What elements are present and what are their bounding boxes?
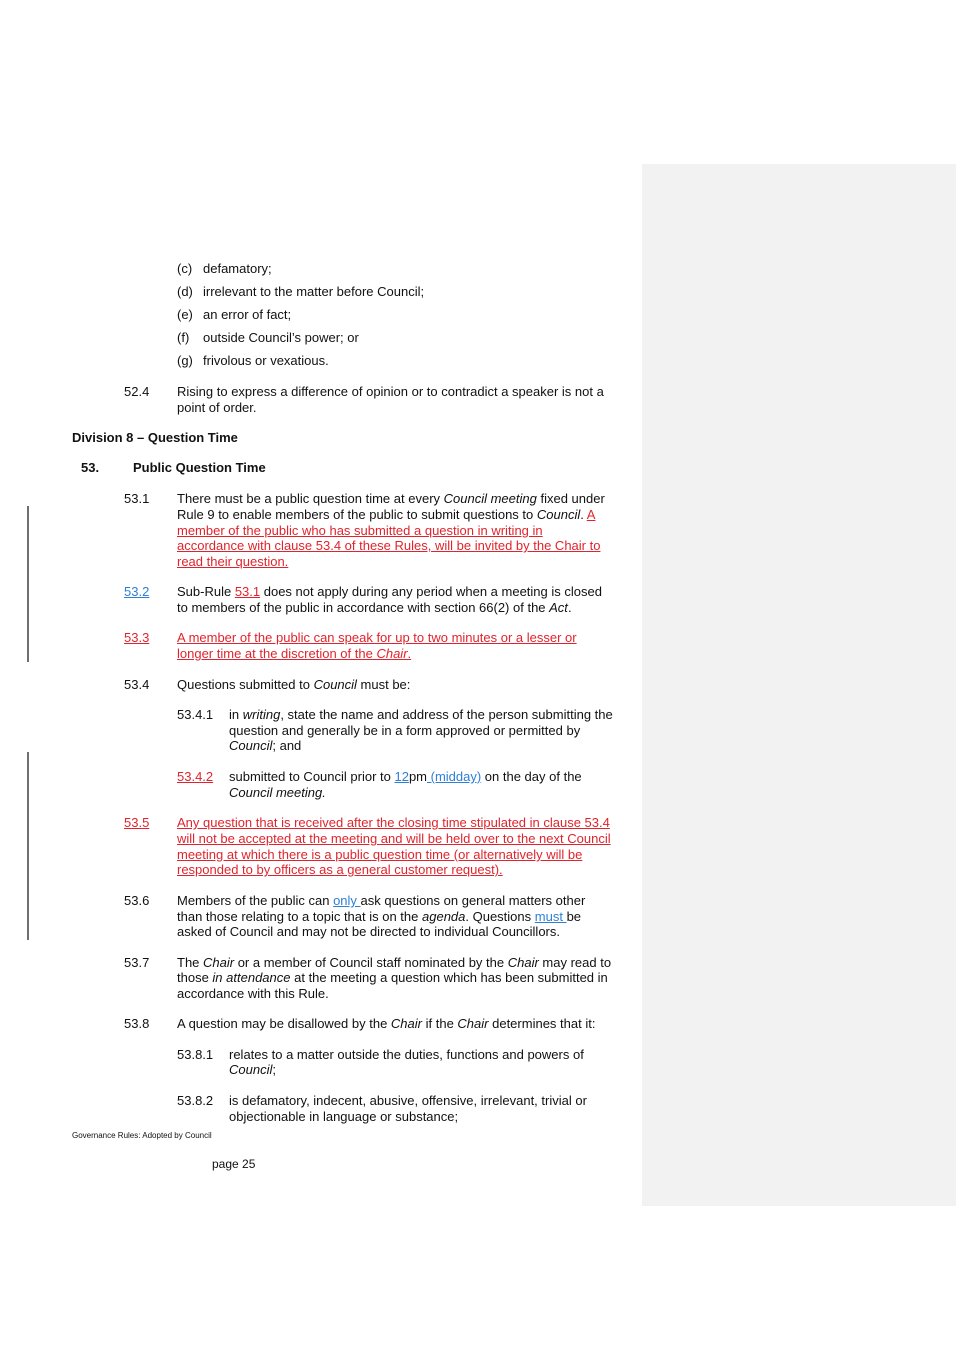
- clause-number: 53.6: [124, 893, 150, 908]
- clause-text: than those relating to a topic that is on the agenda. Questions must be: [177, 909, 582, 924]
- inserted-text: read their question.: [177, 554, 289, 569]
- list-item-label: (d): [177, 284, 193, 299]
- list-item-text: an error of fact;: [203, 307, 292, 322]
- clause-text: Council; and: [229, 738, 302, 753]
- subclause-number-inserted: 53.4.2: [177, 769, 214, 784]
- list-item-label: (g): [177, 353, 193, 368]
- list-item-label: (f): [177, 330, 190, 345]
- inserted-text: will not be accepted at the meeting and will be held over to the next Council: [177, 831, 611, 846]
- clause-text: in writing, state the name and address of the person submitting the: [229, 707, 613, 722]
- changed-text: only: [333, 893, 361, 908]
- list-item-text: defamatory;: [203, 261, 272, 276]
- clause-text: Sub-Rule 53.1 does not apply during any period when a meeting is closed: [177, 584, 602, 599]
- clause-text: point of order.: [177, 400, 257, 415]
- inserted-text: meeting at which there is a public question time (or alternatively will be: [177, 847, 583, 862]
- list-item-text: irrelevant to the matter before Council;: [203, 284, 425, 299]
- clause-text: to members of the public in accordance with section 66(2) of the Act.: [177, 600, 572, 615]
- list-item-label: (e): [177, 307, 193, 322]
- clause-text: There must be a public question time at every Council meeting fixed under: [177, 491, 605, 506]
- change-bar: [27, 506, 29, 662]
- clause-number: 52.4: [124, 384, 150, 399]
- changed-text: (midday): [427, 769, 482, 784]
- division-heading: Division 8 – Question Time: [72, 430, 238, 445]
- clause-text: relates to a matter outside the duties, functions and powers of: [229, 1047, 584, 1062]
- clause-text: Council;: [229, 1062, 276, 1077]
- clause-number: 53.1: [124, 491, 150, 506]
- clause-text: is defamatory, indecent, abusive, offensive, irrelevant, trivial or: [229, 1093, 587, 1108]
- clause-text: The Chair or a member of Council staff nominated by the Chair may read to: [177, 955, 612, 970]
- inserted-text: A: [586, 507, 596, 522]
- clause-text: objectionable in language or substance;: [229, 1109, 459, 1124]
- inserted-text: responded to by officers as a general customer request).: [177, 862, 503, 877]
- clause-text: A question may be disallowed by the Chair if the Chair determines that it:: [177, 1016, 596, 1031]
- clause-number-changed: 53.2: [124, 584, 150, 599]
- list-item-text: frivolous or vexatious.: [203, 353, 329, 368]
- inserted-text: Any question that is received after the closing time stipulated in clause 53.4: [177, 815, 610, 830]
- clause-text: accordance with this Rule.: [177, 986, 329, 1001]
- page-number: page 25: [212, 1157, 256, 1171]
- clause-text: question and generally be in a form approved or permitted by: [229, 723, 581, 738]
- clause-number-inserted: 53.5: [124, 815, 150, 830]
- inserted-text: accordance with clause 53.4 of these Rules, will be invited by the Chair to: [177, 538, 601, 553]
- inserted-text: longer time at the discretion of the Chair.: [177, 646, 412, 661]
- subclause-number: 53.8.1: [177, 1047, 214, 1062]
- clause-text: submitted to Council prior to 12pm (midday) on the day of the: [229, 769, 582, 784]
- clause-text: asked of Council and may not be directed to individual Councillors.: [177, 924, 560, 939]
- page-footer: Governance Rules: Adopted by Council: [72, 1131, 212, 1140]
- clause-number-inserted: 53.3: [124, 630, 150, 645]
- inserted-text: A member of the public can speak for up to two minutes or a lesser or: [177, 630, 577, 645]
- rule-number: 53.: [81, 460, 100, 475]
- clause-text: Rule 9 to enable members of the public to submit questions to Council. A: [177, 507, 596, 522]
- clause-number: 53.7: [124, 955, 150, 970]
- comment-pane: [642, 164, 956, 1206]
- clause-number: 53.8: [124, 1016, 150, 1031]
- clause-text: Questions submitted to Council must be:: [177, 677, 411, 692]
- clause-number: 53.4: [124, 677, 150, 692]
- changed-text: must: [534, 909, 567, 924]
- change-bar: [27, 752, 29, 940]
- list-item-text: outside Council’s power; or: [203, 330, 359, 345]
- clause-text: Rising to express a difference of opinion or to contradict a speaker is not a: [177, 384, 604, 399]
- rule-title: Public Question Time: [133, 460, 266, 475]
- changed-text: 12: [394, 769, 409, 784]
- clause-text: Members of the public can only ask questions on general matters other: [177, 893, 586, 908]
- clause-text: those in attendance at the meeting a question which has been submitted in: [177, 970, 608, 985]
- list-item-label: (c): [177, 261, 193, 276]
- subclause-number: 53.4.1: [177, 707, 214, 722]
- inserted-text: member of the public who has submitted a question in writing in: [177, 523, 543, 538]
- cross-reference-link: 53.1: [234, 584, 261, 599]
- clause-text: Council meeting.: [229, 785, 326, 800]
- subclause-number: 53.8.2: [177, 1093, 214, 1108]
